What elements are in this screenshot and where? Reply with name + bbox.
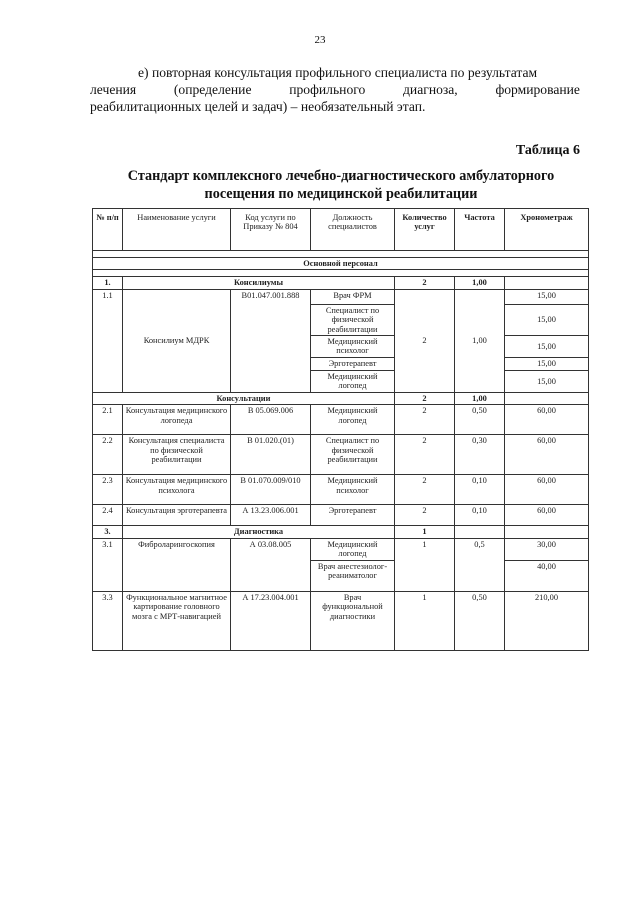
- cell-quantity: 1: [395, 538, 455, 591]
- cell-service: Фиброларингоскопия: [123, 538, 231, 591]
- col-header-frequency: Частота: [455, 209, 505, 251]
- col-header-number: № п/п: [93, 209, 123, 251]
- table-gap: [93, 251, 589, 258]
- standard-table: [92, 208, 589, 651]
- intro-word: диагноза,: [403, 82, 458, 97]
- group-row: [93, 277, 589, 289]
- group-row: [93, 393, 589, 405]
- cell-quantity: 2: [395, 475, 455, 505]
- cell-code: А 03.08.005: [231, 538, 311, 591]
- cell-frequency: [455, 526, 505, 538]
- cell-number: 2.1: [93, 405, 123, 435]
- intro-word: профильного: [289, 82, 366, 97]
- cell-service: Консультация медицинского логопеда: [123, 405, 231, 435]
- cell-frequency: 0,50: [455, 591, 505, 650]
- table-gap: [93, 270, 589, 277]
- table-row: [93, 435, 589, 475]
- cell-code: А 13.23.006.001: [231, 505, 311, 526]
- cell-specialist: Врач функциональной диагностики: [311, 591, 395, 650]
- intro-line-3: реабилитационных целей и задач) – необязательный этап.: [90, 99, 426, 114]
- table-row: [93, 505, 589, 526]
- cell-number: 1.: [93, 277, 123, 289]
- cell-timing: 15,00: [505, 371, 589, 393]
- cell-timing: 15,00: [505, 336, 589, 358]
- cell-frequency: 0,10: [455, 475, 505, 505]
- cell-number: 1.1: [93, 289, 123, 392]
- cell-specialist: Врач ФРМ: [311, 289, 395, 304]
- cell-code: В 01.020.(01): [231, 435, 311, 475]
- table-row: [93, 475, 589, 505]
- table-header-row: [93, 209, 589, 251]
- cell-timing: [505, 277, 589, 289]
- table-row: [93, 591, 589, 650]
- cell-quantity: 1: [395, 591, 455, 650]
- cell-number: 2.2: [93, 435, 123, 475]
- cell-code: B01.047.001.888: [231, 289, 311, 392]
- cell-frequency: 0,30: [455, 435, 505, 475]
- cell-timing: [505, 526, 589, 538]
- cell-timing: 60,00: [505, 475, 589, 505]
- cell-service: Консилиум МДРК: [123, 289, 231, 392]
- table-title: Стандарт комплексного лечебно-диагностического амбулаторного посещения по медицинской реабилитации: [127, 168, 555, 202]
- group-title: Консилиумы: [123, 277, 395, 289]
- page-number: 23: [314, 34, 326, 46]
- col-header-service: Наименование услуги: [123, 209, 231, 251]
- cell-specialist: Медицинский психолог: [311, 336, 395, 358]
- col-header-quantity: Количество услуг: [395, 209, 455, 251]
- cell-quantity: 2: [395, 393, 455, 405]
- cell-specialist: Медицинский логопед: [311, 405, 395, 435]
- cell-code: А 17.23.004.001: [231, 591, 311, 650]
- intro-line-1: е) повторная консультация профильного специалиста по результатам: [138, 65, 538, 80]
- col-header-code: Код услуги по Приказу № 804: [231, 209, 311, 251]
- cell-frequency: 1,00: [455, 393, 505, 405]
- cell-specialist: Медицинский логопед: [311, 538, 395, 560]
- cell-number: 3.: [93, 526, 123, 538]
- cell-specialist: Эрготерапевт: [311, 358, 395, 371]
- cell-quantity: 2: [395, 277, 455, 289]
- cell-specialist: Специалист по физической реабилитации: [311, 435, 395, 475]
- intro-word: (определение: [173, 82, 252, 97]
- cell-timing: 60,00: [505, 435, 589, 475]
- cell-specialist: Специалист по физической реабилитации: [311, 304, 395, 335]
- cell-number: 2.3: [93, 475, 123, 505]
- cell-frequency: 1,00: [455, 289, 505, 392]
- cell-quantity: 1: [395, 526, 455, 538]
- cell-specialist: Врач анестезиолог-реаниматолог: [311, 560, 395, 591]
- group-row: [93, 526, 589, 538]
- cell-service: Функциональное магнитное картирование головного мозга с МРТ-навигацией: [123, 591, 231, 650]
- cell-timing: 60,00: [505, 505, 589, 526]
- group-title: Консультации: [93, 393, 395, 405]
- section-main-staff: Основной персонал: [93, 258, 589, 270]
- cell-timing: [505, 393, 589, 405]
- cell-timing: 15,00: [505, 304, 589, 335]
- intro-line-2: [90, 81, 580, 98]
- intro-paragraph: [90, 64, 580, 115]
- cell-quantity: 2: [395, 405, 455, 435]
- col-header-specialist: Должность специалистов: [311, 209, 395, 251]
- cell-frequency: 1,00: [455, 277, 505, 289]
- section-row: [93, 258, 589, 270]
- cell-timing: 15,00: [505, 289, 589, 304]
- cell-quantity: 2: [395, 289, 455, 392]
- intro-word: лечения: [90, 82, 137, 97]
- cell-service: Консультация медицинского психолога: [123, 475, 231, 505]
- cell-specialist: Медицинский психолог: [311, 475, 395, 505]
- cell-code: В 05.069.006: [231, 405, 311, 435]
- cell-code: В 01.070.009/010: [231, 475, 311, 505]
- intro-word: формирование: [495, 82, 580, 97]
- col-header-timing: Хронометраж: [505, 209, 589, 251]
- table-row: [93, 538, 589, 560]
- group-title: Диагностика: [123, 526, 395, 538]
- cell-number: 3.1: [93, 538, 123, 591]
- cell-specialist: Медицинский логопед: [311, 371, 395, 393]
- cell-service: Консультация эрготерапевта: [123, 505, 231, 526]
- cell-frequency: 0,50: [455, 405, 505, 435]
- cell-frequency: 0,10: [455, 505, 505, 526]
- cell-specialist: Эрготерапевт: [311, 505, 395, 526]
- cell-quantity: 2: [395, 435, 455, 475]
- cell-number: 3.3: [93, 591, 123, 650]
- cell-timing: 30,00: [505, 538, 589, 560]
- table-row: [93, 405, 589, 435]
- cell-number: 2.4: [93, 505, 123, 526]
- table-label: Таблица 6: [515, 143, 580, 158]
- cell-quantity: 2: [395, 505, 455, 526]
- cell-timing: 15,00: [505, 358, 589, 371]
- cell-service: Консультация специалиста по физической реабилитации: [123, 435, 231, 475]
- cell-timing: 210,00: [505, 591, 589, 650]
- cell-timing: 60,00: [505, 405, 589, 435]
- cell-timing: 40,00: [505, 560, 589, 591]
- cell-frequency: 0,5: [455, 538, 505, 591]
- table-row: [93, 289, 589, 304]
